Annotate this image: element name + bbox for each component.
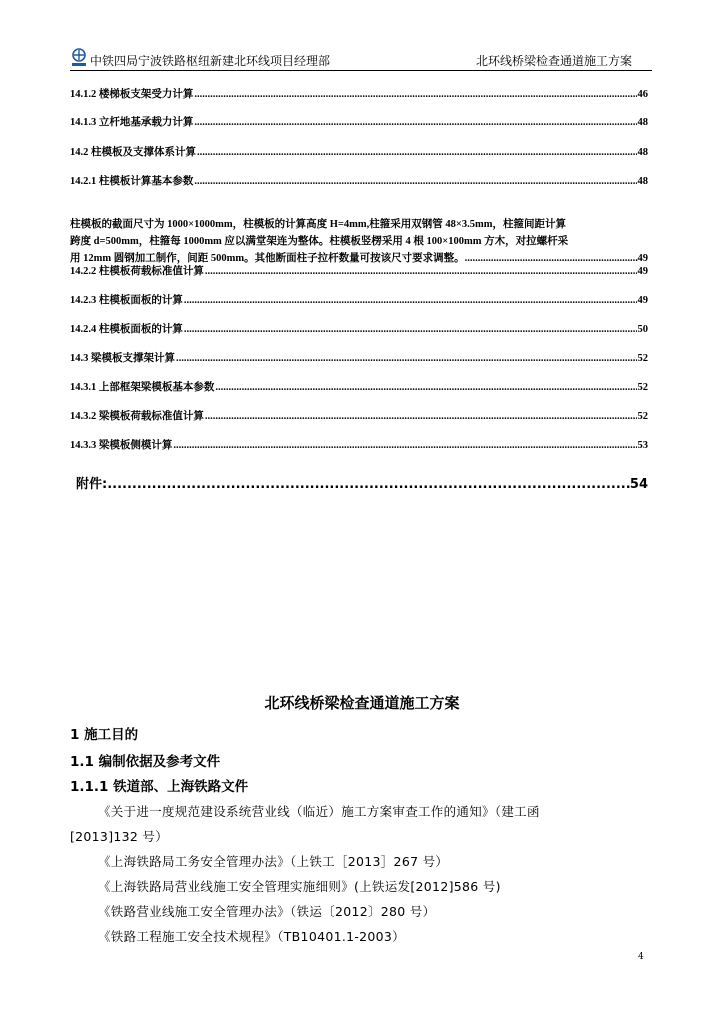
toc-entry-page: 53 — [637, 440, 648, 451]
toc-entry-title: 14.2.2 柱模板荷载标准值计算 — [70, 266, 204, 277]
toc-paragraph-entry[interactable] — [70, 216, 648, 267]
toc-entry-page: 49 — [637, 266, 648, 277]
toc-entry[interactable] — [70, 408, 648, 423]
toc-entry-page: 48 — [637, 117, 648, 128]
toc-entry-title: 14.3.3 梁模板侧模计算 — [70, 440, 173, 451]
reference-item: 《上海铁路局营业线施工安全管理实施细则》(上铁运发[2012]586 号) — [98, 879, 501, 894]
toc-paragraph-line: 跨度 d=500mm，柱箍每 1000mm 应以满堂架连为整体。柱模板竖楞采用 4 根 100×100mm 方木，对拉螺杆采 — [70, 236, 569, 247]
toc-entry[interactable] — [70, 263, 648, 278]
toc-entry-page: 52 — [637, 382, 648, 393]
header-organization: 中铁四局宁波铁路枢纽新建北环线项目经理部 — [90, 54, 331, 68]
toc-entry[interactable] — [70, 114, 648, 129]
toc-entry[interactable] — [70, 173, 648, 188]
toc-entry-page: 48 — [637, 176, 648, 187]
reference-item: 《铁路营业线施工安全管理办法》（铁运〔2012〕280 号） — [98, 904, 436, 919]
toc-entry[interactable] — [70, 350, 648, 365]
toc-entry-title: 14.3 梁模板支撑架计算 — [70, 353, 175, 364]
toc-entry-page: 48 — [637, 147, 648, 158]
toc-entry-title: 14.3.2 梁模板荷载标准值计算 — [70, 411, 204, 422]
document-title: 北环线桥梁检查通道施工方案 — [264, 694, 460, 712]
toc-entry[interactable] — [70, 144, 648, 159]
toc-entry[interactable] — [70, 379, 648, 394]
toc-paragraph-line: 用 12mm 圆钢加工制作，间距 500mm。其他断面柱子拉杆数量可按该尺寸要求调整。 — [70, 253, 465, 264]
toc-entry-title: 14.3.1 上部框架梁模板基本参数 — [70, 382, 215, 393]
reference-item: 《上海铁路局工务安全管理办法》（上铁工［2013］267 号） — [98, 854, 449, 869]
toc-entry-page: 49 — [637, 253, 648, 264]
toc-entry-title: 14.2.3 柱模板面板的计算 — [70, 295, 183, 306]
heading-level-2: 1.1 编制依据及参考文件 — [70, 754, 221, 770]
reference-item: 《铁路工程施工安全技术规程》（TB10401.1-2003） — [98, 929, 405, 944]
toc-entry-title: 14.2.4 柱模板面板的计算 — [70, 324, 183, 335]
toc-entry-title: 14.2.1 柱模板计算基本参数 — [70, 176, 194, 187]
heading-level-3: 1.1.1 铁道部、上海铁路文件 — [70, 779, 249, 795]
header-document-title: 北环线桥梁检查通道施工方案 — [476, 54, 633, 68]
toc-entry[interactable] — [70, 86, 648, 101]
page-number: 4 — [638, 952, 644, 962]
toc-entry[interactable] — [70, 292, 648, 307]
toc-entry-page: 54 — [629, 477, 648, 492]
toc-entry-title: 14.1.2 楼梯板支架受力计算 — [70, 89, 194, 100]
china-railway-logo-icon — [70, 48, 88, 68]
toc-entry-page: 52 — [637, 411, 648, 422]
page-header — [70, 48, 652, 71]
toc-entry[interactable] — [70, 437, 648, 452]
heading-level-1: 1 施工目的 — [70, 727, 139, 743]
toc-entry-title: 14.2 柱模板及支撑体系计算 — [70, 147, 196, 158]
toc-entry-title: 附件: — [76, 477, 108, 492]
toc-entry-title: 14.1.3 立杆地基承载力计算 — [70, 117, 194, 128]
body-paragraph-continuation: [2013]132 号） — [70, 829, 168, 844]
toc-entry[interactable] — [70, 321, 648, 336]
toc-entry-page: 52 — [637, 353, 648, 364]
toc-entry-page: 49 — [637, 295, 648, 306]
toc-paragraph-line: 柱模板的截面尺寸为 1000×1000mm，柱模板的计算高度 H=4mm,柱箍采用双钢管 48×3.5mm，柱箍间距计算 — [70, 219, 566, 230]
toc-annex-entry[interactable] — [76, 473, 648, 492]
toc-entry-page: 46 — [637, 89, 648, 100]
body-paragraph: 《关于进一度规范建设系统营业线（临近）施工方案审查工作的通知》（建工函 — [98, 804, 540, 819]
toc-entry-page: 50 — [637, 324, 648, 335]
